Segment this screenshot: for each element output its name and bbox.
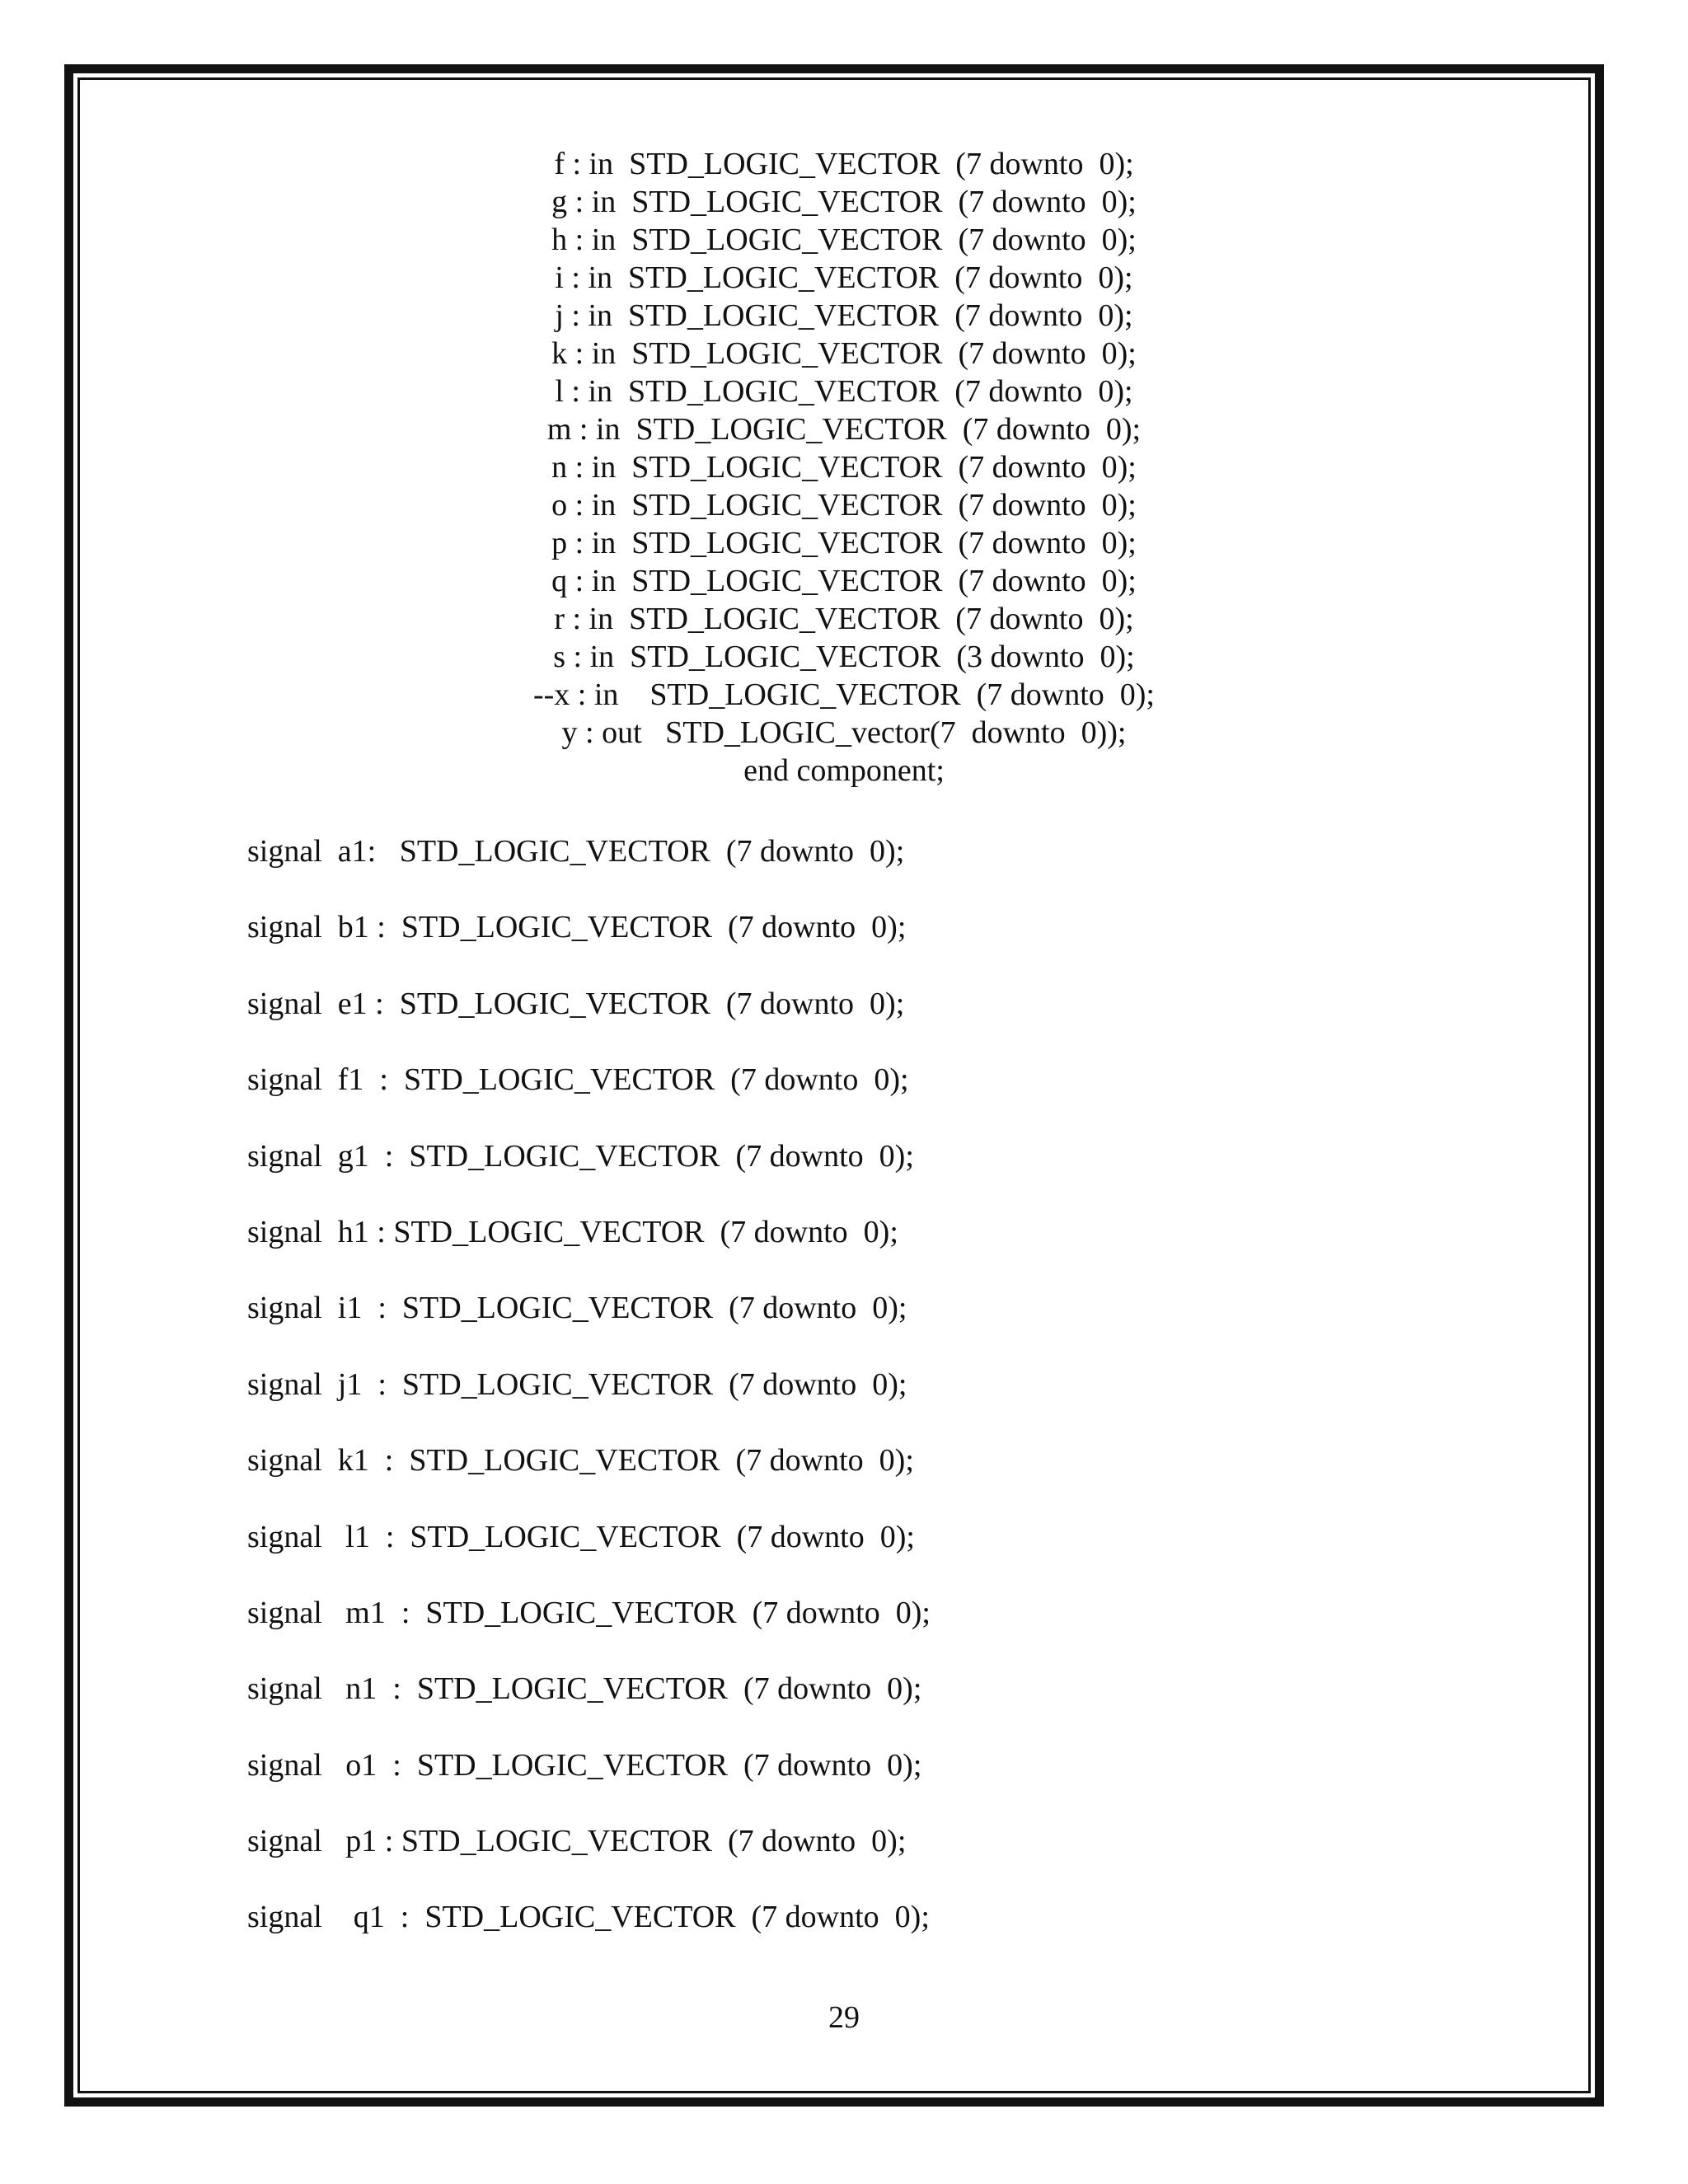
- component-port-list: [0, 145, 1688, 790]
- page-number: 29: [828, 2000, 860, 2035]
- port-line-n: n : in STD_LOGIC_VECTOR (7 downto 0);: [551, 450, 1137, 485]
- port-line-o: o : in STD_LOGIC_VECTOR (7 downto 0);: [551, 488, 1137, 523]
- signal-line-n1: signal n1 : STD_LOGIC_VECTOR (7 downto 0);: [247, 1671, 922, 1707]
- port-line-x-commented: --x : in STD_LOGIC_VECTOR (7 downto 0);: [533, 677, 1155, 712]
- port-line-y: y : out STD_LOGIC_vector(7 downto 0));: [561, 715, 1127, 750]
- port-line-h: h : in STD_LOGIC_VECTOR (7 downto 0);: [551, 223, 1137, 257]
- port-line-j: j : in STD_LOGIC_VECTOR (7 downto 0);: [555, 298, 1133, 333]
- port-line-q: q : in STD_LOGIC_VECTOR (7 downto 0);: [551, 564, 1137, 598]
- port-line-p: p : in STD_LOGIC_VECTOR (7 downto 0);: [551, 526, 1137, 560]
- signal-line-p1: signal p1 : STD_LOGIC_VECTOR (7 downto 0);: [247, 1824, 907, 1859]
- signal-line-l1: signal l1 : STD_LOGIC_VECTOR (7 downto 0);: [247, 1519, 915, 1554]
- port-line-f: f : in STD_LOGIC_VECTOR (7 downto 0);: [554, 147, 1134, 181]
- signal-line-f1: signal f1 : STD_LOGIC_VECTOR (7 downto 0);: [247, 1062, 909, 1098]
- signal-line-m1: signal m1 : STD_LOGIC_VECTOR (7 downto 0);: [247, 1595, 931, 1630]
- port-line-l: l : in STD_LOGIC_VECTOR (7 downto 0);: [555, 374, 1133, 409]
- signal-line-i1: signal i1 : STD_LOGIC_VECTOR (7 downto 0);: [247, 1291, 907, 1326]
- signal-line-o1: signal o1 : STD_LOGIC_VECTOR (7 downto 0);: [247, 1747, 922, 1783]
- signal-declarations: [247, 828, 931, 1971]
- signal-line-q1: signal q1 : STD_LOGIC_VECTOR (7 downto 0);: [247, 1900, 930, 1935]
- port-line-i: i : in STD_LOGIC_VECTOR (7 downto 0);: [555, 260, 1133, 295]
- signal-line-e1: signal e1 : STD_LOGIC_VECTOR (7 downto 0);: [247, 986, 905, 1021]
- signal-line-b1: signal b1 : STD_LOGIC_VECTOR (7 downto 0);: [247, 910, 907, 945]
- port-line-g: g : in STD_LOGIC_VECTOR (7 downto 0);: [551, 185, 1137, 219]
- port-line-s: s : in STD_LOGIC_VECTOR (3 downto 0);: [553, 640, 1135, 674]
- signal-line-h1: signal h1 : STD_LOGIC_VECTOR (7 downto 0);: [247, 1214, 898, 1249]
- port-line-r: r : in STD_LOGIC_VECTOR (7 downto 0);: [554, 602, 1134, 636]
- end-component-line: end component;: [743, 753, 945, 788]
- signal-line-k1: signal k1 : STD_LOGIC_VECTOR (7 downto 0);: [247, 1443, 914, 1479]
- signal-line-a1: signal a1: STD_LOGIC_VECTOR (7 downto 0);: [247, 834, 905, 869]
- port-line-m: m : in STD_LOGIC_VECTOR (7 downto 0);: [546, 412, 1142, 447]
- signal-line-g1: signal g1 : STD_LOGIC_VECTOR (7 downto 0);: [247, 1138, 914, 1174]
- signal-line-j1: signal j1 : STD_LOGIC_VECTOR (7 downto 0);: [247, 1366, 907, 1402]
- port-line-k: k : in STD_LOGIC_VECTOR (7 downto 0);: [551, 336, 1137, 371]
